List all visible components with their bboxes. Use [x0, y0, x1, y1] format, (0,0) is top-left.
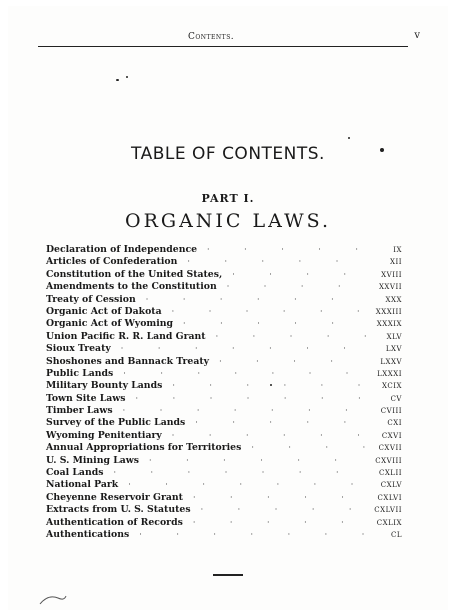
toc-entry-title: National Park — [46, 479, 119, 491]
toc-entry-page: CL — [390, 530, 402, 539]
toc-entry — [46, 479, 402, 491]
toc-entry-title: Wyoming Penitentiary — [46, 429, 162, 441]
dot-leader — [217, 281, 368, 293]
toc-entry-page: IX — [393, 246, 402, 254]
toc-list — [46, 244, 402, 541]
dot-leader — [113, 368, 368, 380]
toc-entry-title: Military Bounty Lands — [46, 380, 163, 392]
toc-entry-title: Sioux Treaty — [46, 343, 111, 355]
toc-entry-page: CXVII — [378, 444, 402, 453]
toc-entry — [46, 417, 402, 429]
toc-entry-page: CXLVI — [377, 493, 402, 502]
toc-entry — [46, 256, 402, 268]
toc-entry — [46, 455, 402, 467]
dot-leader — [183, 517, 368, 529]
toc-entry-title: Authentication of Records — [46, 516, 183, 528]
dot-leader — [162, 430, 368, 442]
print-speck — [380, 148, 384, 152]
dot-leader — [113, 405, 368, 417]
dot-leader — [191, 504, 368, 516]
toc-entry — [46, 442, 402, 454]
toc-entry-title: Amendments to the Constitution — [46, 281, 217, 293]
toc-entry — [46, 244, 402, 256]
toc-entry — [46, 318, 402, 330]
toc-entry — [46, 281, 402, 293]
toc-entry-page: CXLV — [380, 481, 402, 490]
toc-entry-title: Coal Lands — [46, 467, 104, 479]
dot-leader — [206, 331, 368, 343]
page-number: v — [414, 30, 420, 41]
toc-entry-title: Survey of the Public Lands — [46, 417, 186, 429]
running-head — [38, 30, 420, 47]
dot-leader — [162, 380, 368, 392]
dot-leader — [185, 417, 368, 429]
toc-entry-page: XVIII — [381, 270, 402, 279]
page-title: TABLE OF CONTENTS. — [131, 144, 325, 164]
toc-entry — [46, 343, 402, 355]
toc-entry-title: Cheyenne Reservoir Grant — [46, 491, 183, 503]
toc-entry — [46, 529, 402, 541]
toc-entry-title: Union Pacific R. R. Land Grant — [46, 330, 206, 342]
dot-leader — [241, 442, 368, 454]
toc-entry-page: XXXIII — [375, 307, 402, 316]
toc-entry — [46, 356, 402, 368]
toc-entry — [46, 380, 402, 392]
dot-leader — [111, 343, 368, 355]
page-curl-mark — [38, 592, 68, 606]
toc-entry-page: CXVIII — [375, 456, 402, 465]
dot-leader — [222, 269, 368, 281]
toc-entry-page: CXLIX — [376, 518, 402, 527]
toc-entry-page: CXVI — [381, 431, 402, 440]
toc-entry — [46, 393, 402, 405]
print-speck — [116, 79, 119, 81]
toc-entry-title: Annual Appropriations for Territories — [46, 442, 242, 454]
dot-leader — [177, 256, 368, 268]
dot-leader — [118, 479, 368, 491]
toc-entry-title: Organic Act of Dakota — [46, 305, 162, 317]
toc-entry-title: Treaty of Cession — [46, 293, 136, 305]
toc-entry-page: LXXV — [380, 357, 402, 366]
toc-entry-page: CV — [390, 394, 402, 403]
toc-entry-page: LXXXI — [377, 369, 402, 378]
print-speck — [126, 76, 128, 78]
part-label: PART I. — [201, 192, 255, 205]
toc-entry-page: XII — [389, 258, 402, 267]
toc-entry-title: Organic Act of Wyoming — [46, 318, 174, 330]
toc-entry-title: Authentications — [46, 528, 130, 540]
running-head-title: Contents. — [188, 32, 235, 42]
toc-entry-title: Declaration of Independence — [46, 244, 198, 255]
print-speck — [348, 137, 350, 139]
dot-leader — [136, 294, 368, 306]
toc-entry-title: Shoshones and Bannack Treaty — [46, 355, 210, 367]
dot-leader — [197, 244, 368, 256]
toc-entry-title: Public Lands — [46, 367, 114, 379]
toc-entry-page: CXI — [387, 419, 402, 428]
dot-leader — [126, 393, 368, 405]
toc-entry — [46, 517, 402, 529]
dot-leader — [183, 492, 368, 504]
dot-leader — [209, 356, 368, 368]
dot-leader — [129, 529, 368, 541]
toc-entry-page: CVIII — [380, 407, 402, 416]
dot-leader — [162, 306, 368, 318]
toc-entry — [46, 294, 402, 306]
book-page — [8, 6, 448, 610]
toc-entry — [46, 405, 402, 417]
toc-entry-title: U. S. Mining Laws — [46, 454, 139, 466]
toc-entry-page: LXV — [385, 345, 402, 354]
toc-entry — [46, 430, 402, 442]
toc-entry-page: XXVII — [378, 283, 402, 292]
end-rule — [213, 574, 243, 576]
dot-leader — [173, 318, 368, 330]
dot-leader — [139, 455, 368, 467]
toc-entry — [46, 504, 402, 516]
toc-entry-page: CXLVII — [374, 506, 402, 515]
toc-entry — [46, 331, 402, 343]
toc-entry-title: Timber Laws — [46, 405, 113, 417]
toc-entry-page: XXXIX — [376, 320, 402, 329]
toc-entry-title: Articles of Confederation — [46, 256, 178, 268]
toc-entry-page: CXLII — [378, 469, 402, 478]
toc-entry-page: XXX — [385, 295, 402, 304]
toc-entry — [46, 492, 402, 504]
toc-entry — [46, 269, 402, 281]
toc-entry — [46, 467, 402, 479]
toc-entry-page: XCIX — [382, 382, 402, 391]
print-speck — [270, 384, 272, 386]
toc-entry — [46, 368, 402, 380]
toc-entry-title: Extracts from U. S. Statutes — [46, 504, 191, 516]
toc-entry — [46, 306, 402, 318]
dot-leader — [103, 467, 368, 479]
toc-entry-title: Town Site Laws — [46, 392, 126, 404]
part-heading: ORGANIC LAWS. — [125, 210, 331, 232]
toc-entry-page: XLV — [386, 332, 402, 341]
toc-entry-title: Constitution of the United States, — [46, 268, 223, 280]
